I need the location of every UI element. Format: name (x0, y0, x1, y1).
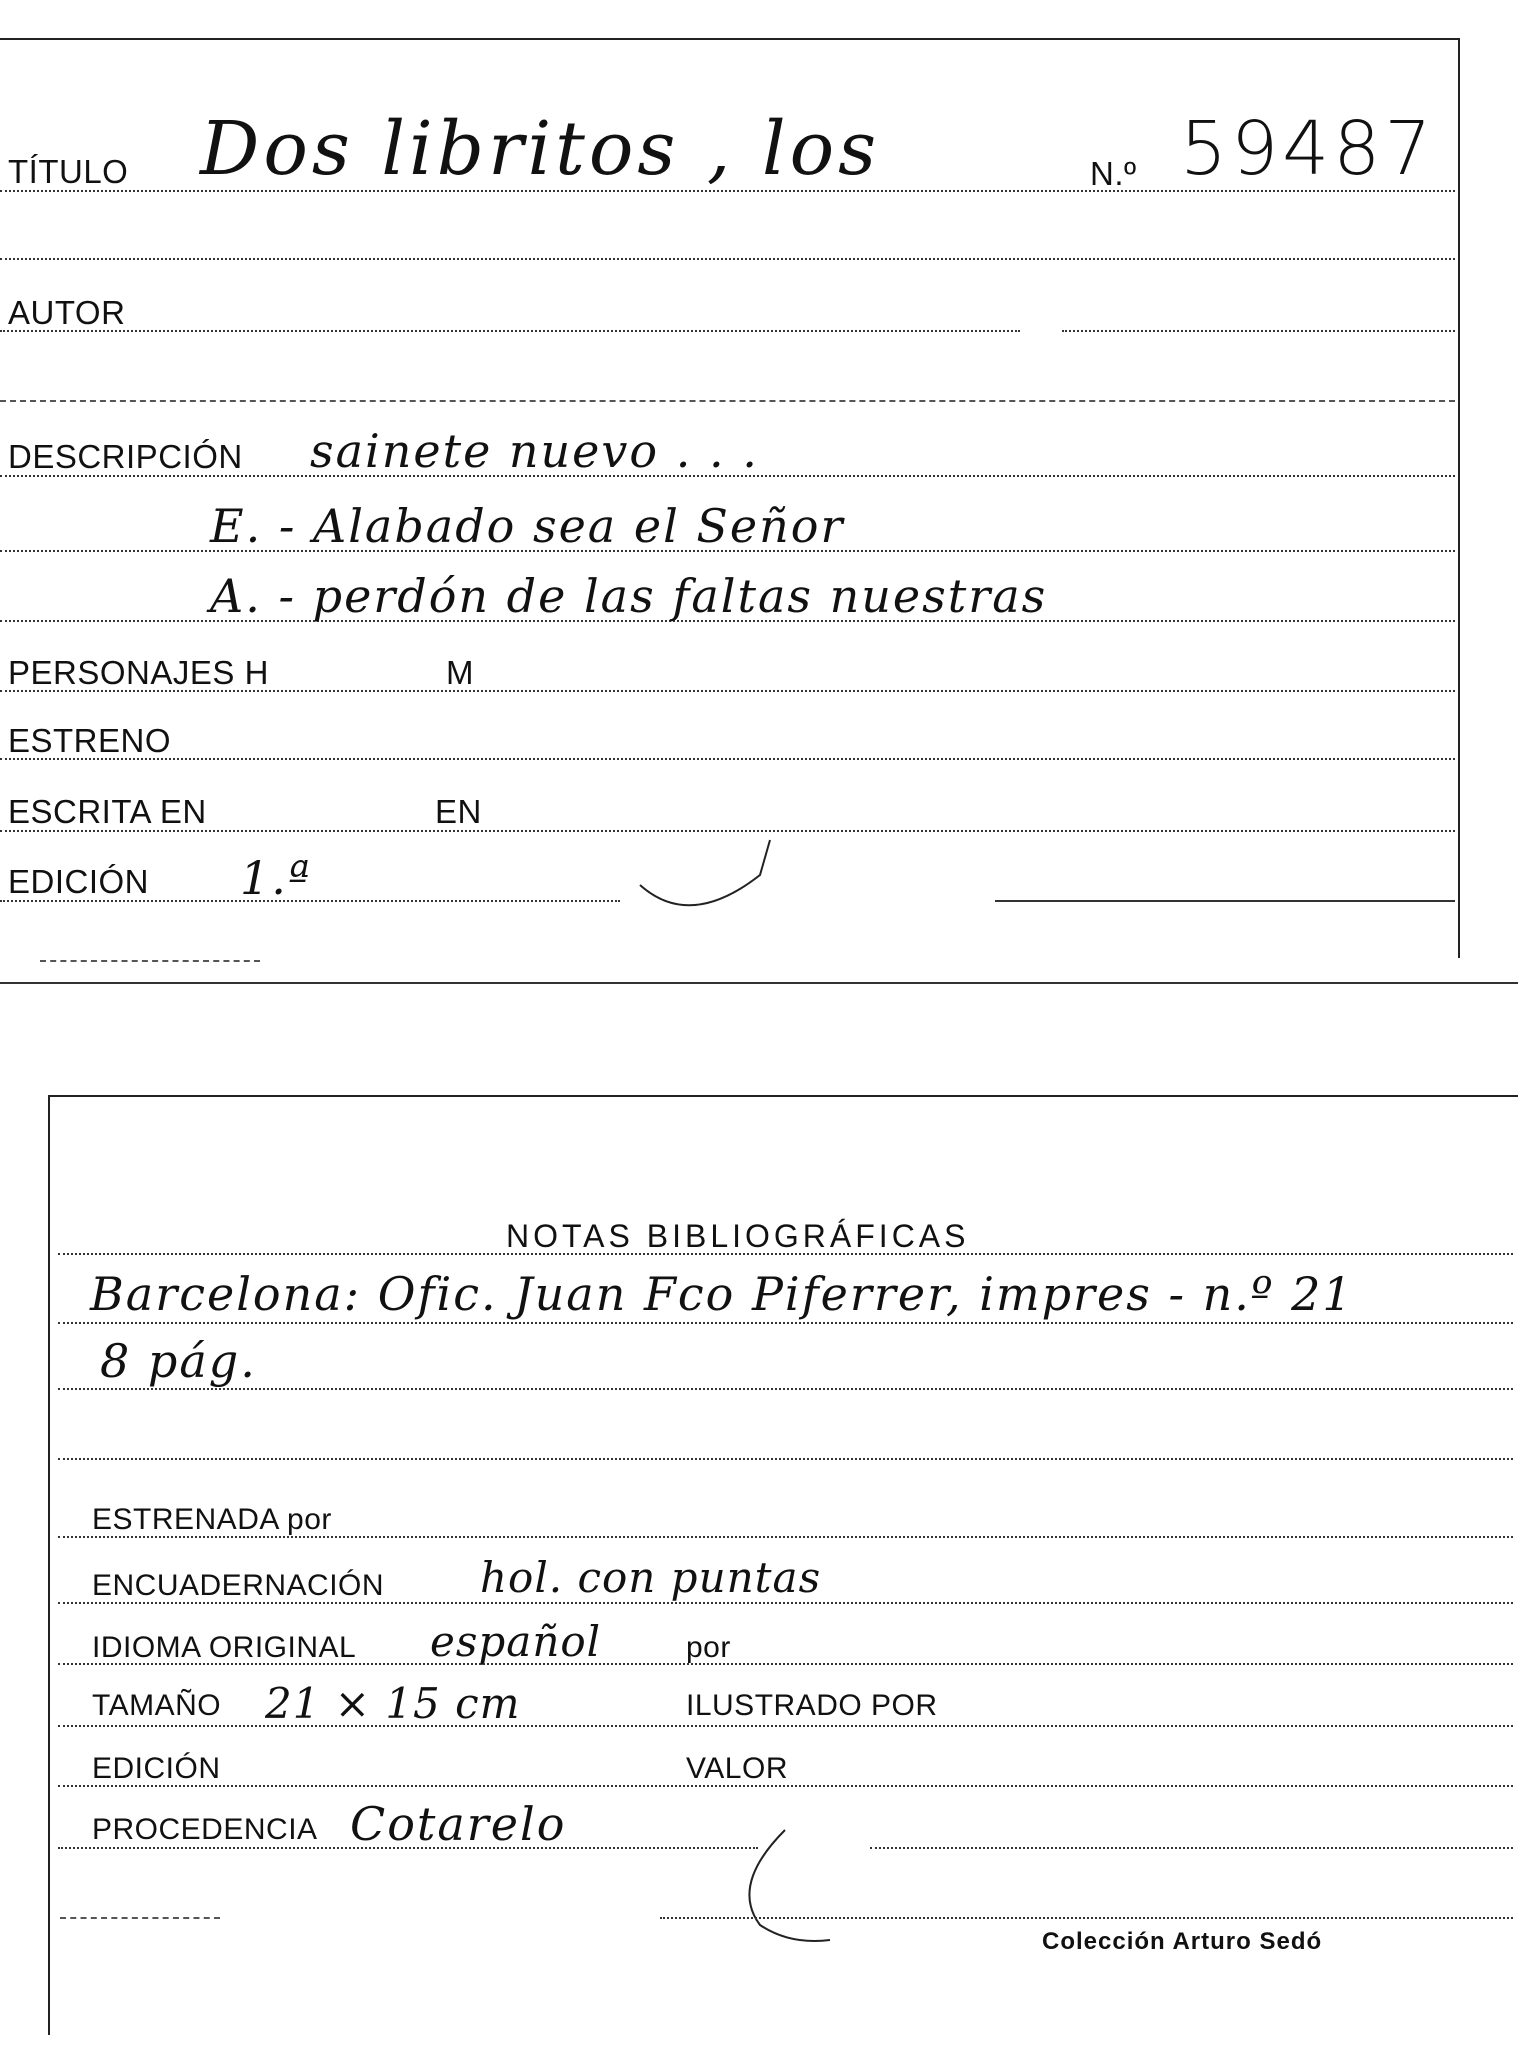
notas-line-2 (58, 1388, 1513, 1390)
numero-value: 59487 (1180, 106, 1436, 192)
personajes-h-label: PERSONAJES H (8, 654, 269, 691)
encuadernacion-value: hol. con puntas (480, 1553, 822, 1602)
notas-title: NOTAS BIBLIOGRÁFICAS (506, 1218, 970, 1254)
descripcion-text-3: A. - perdón de las faltas nuestras (210, 569, 1048, 623)
valor-label: VALOR (686, 1752, 788, 1785)
punch-hole-mark (630, 820, 780, 910)
numero-label: N.º (1090, 155, 1137, 192)
autor-line-right (1062, 330, 1455, 332)
idioma-value: español (430, 1617, 602, 1666)
notas-line-1 (58, 1322, 1513, 1324)
notas-line-3 (58, 1458, 1513, 1460)
scan-divider (0, 982, 1518, 984)
blank-line-2 (0, 400, 1455, 402)
descripcion-text-1: sainete nuevo . . . (310, 424, 759, 478)
notas-title-line (58, 1253, 1513, 1255)
procedencia-line (58, 1847, 758, 1849)
collection-footer: Colección Arturo Sedó (1042, 1928, 1323, 1955)
titulo-value: Dos libritos , los (200, 106, 881, 192)
escrita-label: ESCRITA EN (8, 793, 207, 830)
personajes-m-label: M (446, 654, 474, 691)
punch-hole-mark (730, 1825, 860, 1945)
tamano-line (58, 1725, 1513, 1727)
ilustrado-label: ILUSTRADO POR (686, 1689, 938, 1722)
card-left-edge (48, 1095, 50, 2035)
idioma-line (58, 1663, 1513, 1665)
card-top-edge (48, 1095, 1518, 1097)
estrenada-line (58, 1536, 1513, 1538)
catalog-card-front (0, 0, 1518, 985)
procedencia-value: Cotarelo (350, 1797, 567, 1851)
edicion-line (0, 900, 620, 902)
catalog-card-back (0, 1085, 1518, 2056)
estrenada-label: ESTRENADA por (92, 1503, 332, 1536)
edicion-label: EDICIÓN (8, 863, 150, 900)
tamano-value: 21 × 15 cm (265, 1679, 521, 1728)
descripcion-label: DESCRIPCIÓN (8, 438, 243, 475)
tamano-label: TAMAÑO (92, 1689, 222, 1722)
autor-label: AUTOR (8, 294, 126, 331)
edicion-value: 1.ª (240, 851, 312, 905)
card-top-edge (0, 38, 1460, 40)
estreno-label: ESTRENO (8, 722, 172, 759)
escrita-en-label: EN (435, 793, 482, 830)
bottom-line (660, 1917, 1513, 1919)
bottom-line-left (60, 1917, 220, 1919)
personajes-line (0, 690, 1455, 692)
encuadernacion-line (58, 1602, 1513, 1604)
bottom-edge-mark (40, 960, 260, 962)
edicion-back-line (58, 1785, 1513, 1787)
autor-line (0, 330, 1020, 332)
notas-text-2: 8 pág. (100, 1334, 257, 1388)
encuadernacion-label: ENCUADERNACIÓN (92, 1569, 385, 1602)
titulo-label: TÍTULO (8, 153, 129, 190)
edicion-line-right (995, 900, 1455, 902)
card-right-edge (1458, 38, 1460, 958)
procedencia-label: PROCEDENCIA (92, 1813, 318, 1846)
notas-text-1: Barcelona: Ofic. Juan Fco Piferrer, impres - n.º 21 (90, 1267, 1354, 1321)
procedencia-line-right (870, 1847, 1513, 1849)
descripcion-text-2: E. - Alabado sea el Señor (210, 499, 845, 553)
idioma-label: IDIOMA ORIGINAL (92, 1631, 357, 1664)
edicion-back-label: EDICIÓN (92, 1752, 221, 1785)
estreno-line (0, 758, 1455, 760)
blank-line-1 (0, 258, 1455, 260)
idioma-por-label: por (686, 1631, 731, 1664)
